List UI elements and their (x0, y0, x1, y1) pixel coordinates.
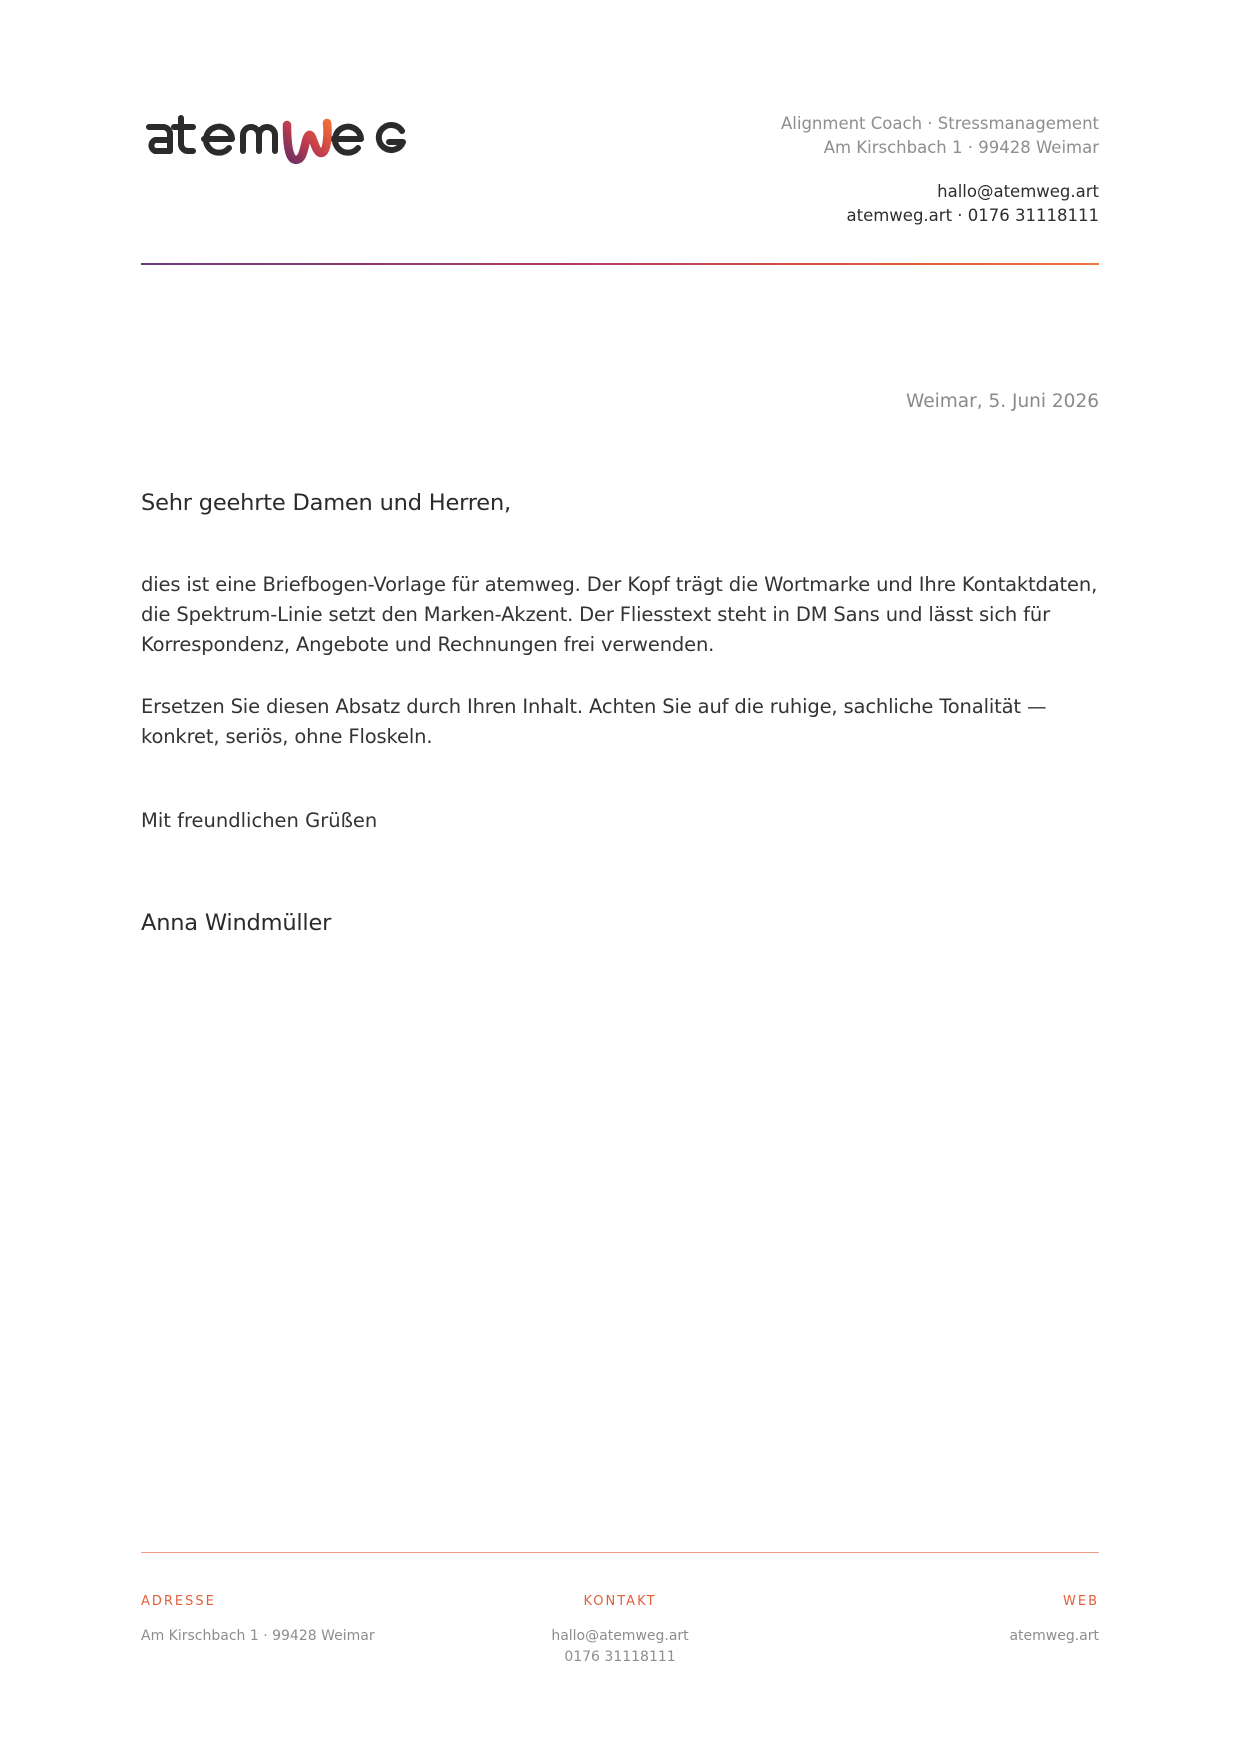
spectrum-line-divider (141, 263, 1099, 265)
footer-web-label: WEB (1063, 1594, 1099, 1609)
header-web-phone: atemweg.art · 0176 31118111 (846, 206, 1099, 225)
footer-address-column (141, 1591, 375, 1647)
footer-address-label: ADRESSE (141, 1594, 216, 1609)
closing-phrase: Mit freundlichen Grüßen (141, 809, 378, 832)
paragraph-line: Korrespondenz, Angebote und Rechnungen frei verwenden. (141, 633, 715, 656)
footer-address: Am Kirschbach 1 · 99428 Weimar (141, 1628, 375, 1644)
header-contact (781, 112, 1099, 228)
letter-date: Weimar, 5. Juni 2026 (906, 391, 1099, 412)
salutation: Sehr geehrte Damen und Herren, (141, 490, 511, 516)
paragraph-line: die Spektrum-Linie setzt den Marken-Akzent. Der Fliesstext steht in DM Sans und lässt sich für (141, 603, 1050, 626)
atemweg-logo (141, 113, 411, 169)
footer-contact-label: KONTAKT (583, 1594, 657, 1609)
header-address: Am Kirschbach 1 · 99428 Weimar (823, 138, 1099, 157)
footer-web: atemweg.art (1009, 1628, 1099, 1644)
paragraph-line: dies ist eine Briefbogen-Vorlage für atemweg. Der Kopf trägt die Wortmarke und Ihre Kontaktdaten, (141, 573, 1098, 596)
body-paragraph-1 (141, 570, 1101, 660)
footer-contact-column (520, 1591, 720, 1668)
signature-name: Anna Windmüller (141, 910, 332, 936)
header-tagline: Alignment Coach · Stressmanagement (780, 114, 1099, 133)
footer-phone: 0176 31118111 (564, 1649, 676, 1665)
footer-web-column (1009, 1591, 1099, 1647)
footer-email: hallo@atemweg.art (551, 1628, 689, 1644)
paragraph-line: Ersetzen Sie diesen Absatz durch Ihren Inhalt. Achten Sie auf die ruhige, sachliche Tonalität — (141, 695, 1047, 718)
footer-divider (141, 1552, 1099, 1553)
paragraph-line: konkret, seriös, ohne Floskeln. (141, 725, 433, 748)
body-paragraph-2 (141, 692, 1101, 752)
header-email: hallo@atemweg.art (937, 182, 1099, 201)
